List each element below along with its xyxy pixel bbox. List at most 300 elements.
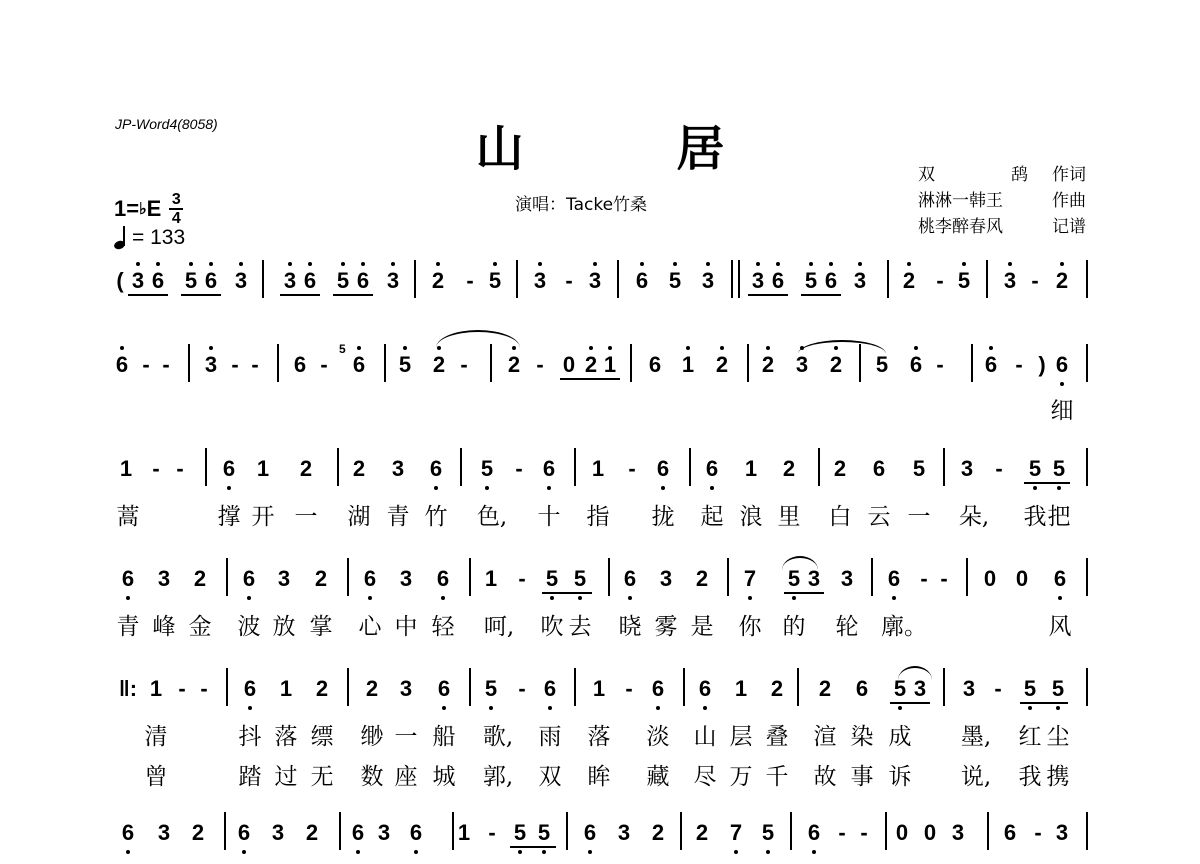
note: 2: [315, 676, 329, 701]
lyric-char-verse2: 事: [850, 764, 874, 790]
note: 0: [983, 566, 997, 591]
beam-underline: [1024, 482, 1070, 484]
octave-dot-low: [628, 596, 632, 600]
lyric-char: 去: [568, 614, 592, 640]
note: 3: [157, 820, 171, 845]
bar-line: [943, 668, 945, 706]
key-note: E: [146, 196, 162, 221]
note: 2: [833, 456, 847, 481]
beam-underline: [181, 294, 221, 296]
octave-dot-low: [242, 850, 246, 854]
lyric-char: 轻: [431, 614, 455, 640]
octave-dot-low: [248, 706, 252, 710]
octave-dot-high: [341, 262, 345, 266]
bar-line: [188, 344, 190, 382]
bar-line: [1086, 558, 1088, 596]
note: 1: [603, 352, 617, 377]
dash-extension: -: [1034, 820, 1042, 845]
note: 6: [243, 676, 257, 701]
lyric-char: 蒿: [116, 504, 140, 530]
octave-dot-high: [156, 262, 160, 266]
octave-dot-low: [1028, 706, 1032, 710]
note: 2: [432, 352, 446, 377]
dash-extension: -: [565, 268, 573, 293]
octave-dot-high: [686, 346, 690, 350]
octave-dot-low: [542, 850, 546, 854]
lyric-char-verse2: 说,: [960, 764, 992, 790]
note: 2: [902, 268, 916, 293]
lyric-char: 十: [537, 504, 561, 530]
dash-extension: -: [936, 352, 944, 377]
lyric-char: 船: [432, 724, 456, 750]
note: 5: [875, 352, 889, 377]
octave-dot-low: [518, 850, 522, 854]
tempo-marking: [114, 226, 185, 250]
note: 6: [409, 820, 423, 845]
lyric-char-verse2: 无: [310, 764, 334, 790]
note: 2: [365, 676, 379, 701]
bar-line: [262, 260, 264, 298]
note: 0: [1015, 566, 1029, 591]
octave-dot-low: [1058, 596, 1062, 600]
note: 5: [787, 566, 801, 591]
lyric-char: 淡: [646, 724, 670, 750]
note: 3: [204, 352, 218, 377]
note: 5: [537, 820, 551, 845]
bar-line: [966, 558, 968, 596]
lyricist-role: 作词: [1052, 165, 1086, 185]
note: 5: [545, 566, 559, 591]
note: 2: [829, 352, 843, 377]
octave-dot-high: [288, 262, 292, 266]
lyric-char: 吹: [540, 614, 564, 640]
lyric-char: 缥: [310, 724, 334, 750]
octave-dot-high: [706, 262, 710, 266]
note: 2: [584, 352, 598, 377]
octave-dot-high: [962, 262, 966, 266]
octave-dot-low: [892, 596, 896, 600]
octave-dot-high: [189, 262, 193, 266]
staff-line: [114, 820, 1088, 864]
beam-underline: [801, 294, 841, 296]
beam-underline: [542, 592, 592, 594]
bar-line: [727, 558, 729, 596]
octave-dot-low: [656, 706, 660, 710]
octave-dot-low: [126, 596, 130, 600]
flat-sign: ♭: [139, 201, 147, 218]
octave-dot-low: [578, 596, 582, 600]
lyric-char: 青: [386, 504, 410, 530]
bar-line: [689, 448, 691, 486]
note: 6: [887, 566, 901, 591]
credits-block: [898, 162, 1086, 240]
bar-line: [943, 448, 945, 486]
lyric-char: 一: [394, 724, 418, 750]
note: 5: [668, 268, 682, 293]
transcriber-credit: [898, 214, 1086, 240]
bar-line: [460, 448, 462, 486]
lyric-char: 放: [272, 614, 296, 640]
dash-extension: -: [178, 676, 186, 701]
lyric-char: 的: [782, 614, 806, 640]
slur-arc: [782, 556, 818, 570]
dash-extension: -: [320, 352, 328, 377]
note: 3: [234, 268, 248, 293]
bar-line: [986, 260, 988, 298]
octave-dot-high: [403, 346, 407, 350]
note: 5: [184, 268, 198, 293]
octave-dot-high: [829, 262, 833, 266]
bar-line: [1086, 448, 1088, 486]
repeat-start-sign: ‖:: [118, 676, 138, 701]
singer-credit: 演唱：Tacke竹桑: [515, 195, 648, 215]
lyricist-name-part: 双: [918, 165, 935, 185]
song-title: 山 居: [475, 121, 793, 177]
dash-extension: -: [200, 676, 208, 701]
note: 6: [872, 456, 886, 481]
lyric-char-verse2: 数: [360, 764, 384, 790]
dash-extension: -: [162, 352, 170, 377]
lyric-char-verse2: 过: [274, 764, 298, 790]
octave-dot-high: [209, 346, 213, 350]
lyric-char: 湖: [347, 504, 371, 530]
octave-dot-high: [589, 346, 593, 350]
lyric-char-verse2: 双: [538, 764, 562, 790]
bar-line: [469, 668, 471, 706]
lyric-char: 一: [294, 504, 318, 530]
composer-credit: [898, 188, 1086, 214]
octave-dot-high: [391, 262, 395, 266]
octave-dot-low: [547, 486, 551, 490]
bar-line: [337, 448, 339, 486]
dash-extension: -: [920, 566, 928, 591]
lyric-char-verse2: 郭,: [482, 764, 514, 790]
bar-line: [469, 558, 471, 596]
octave-dot-high: [308, 262, 312, 266]
note: 2: [305, 820, 319, 845]
note: 2: [1055, 268, 1069, 293]
note: 1: [119, 456, 133, 481]
lyricist-credit: [898, 162, 1086, 188]
beam-underline: [333, 294, 373, 296]
note: 3: [391, 456, 405, 481]
octave-dot-high: [776, 262, 780, 266]
octave-dot-low: [792, 596, 796, 600]
lyric-char: 掌: [309, 614, 333, 640]
bar-line: [384, 344, 386, 382]
note: 6: [542, 456, 556, 481]
note: 6: [635, 268, 649, 293]
staff-line: [114, 566, 1088, 610]
beam-underline: [890, 702, 930, 704]
lyric-char: 波: [237, 614, 261, 640]
lyric-char: 里: [777, 504, 801, 530]
note: 5: [484, 676, 498, 701]
note: 2: [818, 676, 832, 701]
dash-extension: -: [940, 566, 948, 591]
note: 1: [681, 352, 695, 377]
octave-dot-low: [489, 706, 493, 710]
note: 1: [149, 676, 163, 701]
lyric-char: 心: [358, 614, 382, 640]
octave-dot-high: [239, 262, 243, 266]
note: 6: [436, 566, 450, 591]
note: 2: [193, 566, 207, 591]
note: 3: [701, 268, 715, 293]
note: 3: [283, 268, 297, 293]
lyric-char: 歌,: [482, 724, 514, 750]
lyric-char: 落: [587, 724, 611, 750]
note: 0: [895, 820, 909, 845]
lyric-char-verse2: 城: [432, 764, 456, 790]
lyric-char: 抖: [238, 724, 262, 750]
bar-line: [1086, 260, 1088, 298]
bar-line: [277, 344, 279, 382]
note: 6: [651, 676, 665, 701]
note: 6: [151, 268, 165, 293]
note: 6: [115, 352, 129, 377]
beam-underline: [784, 592, 824, 594]
note: 0: [923, 820, 937, 845]
bar-line: [490, 344, 492, 382]
note: 6: [237, 820, 251, 845]
note: 2: [761, 352, 775, 377]
octave-dot-high: [640, 262, 644, 266]
key-prefix: 1=: [114, 196, 140, 221]
octave-dot-low: [898, 706, 902, 710]
octave-dot-high: [608, 346, 612, 350]
note: 1: [744, 456, 758, 481]
lyric-char: 渲: [813, 724, 837, 750]
bar-line: [680, 812, 682, 850]
slur-arc: [798, 340, 886, 354]
bar-line: [226, 558, 228, 596]
beam-underline: [280, 294, 320, 296]
note: 5: [1023, 676, 1037, 701]
beam-underline: [1020, 702, 1068, 704]
lyric-char-verse2: 诉: [888, 764, 912, 790]
lyric-char: 白: [828, 504, 852, 530]
bar-line: [790, 812, 792, 850]
note: 5: [1051, 676, 1065, 701]
octave-dot-high: [756, 262, 760, 266]
transcriber-role: 记谱: [1052, 217, 1086, 237]
octave-dot-high: [907, 262, 911, 266]
octave-dot-high: [120, 346, 124, 350]
octave-dot-low: [247, 596, 251, 600]
beam-underline: [510, 846, 556, 848]
note: 5: [761, 820, 775, 845]
note: 2: [299, 456, 313, 481]
bar-line: [566, 812, 568, 850]
note: 7: [729, 820, 743, 845]
lyric-char: 中: [394, 614, 418, 640]
bar-line: [224, 812, 226, 850]
note: 6: [623, 566, 637, 591]
note: 6: [855, 676, 869, 701]
lyric-char: 尘: [1046, 724, 1070, 750]
lyric-char: 层: [729, 724, 753, 750]
note: 3: [951, 820, 965, 845]
bar-line: [731, 260, 733, 298]
note: 3: [1003, 268, 1017, 293]
lyric-char: 墨,: [960, 724, 992, 750]
octave-dot-low: [126, 850, 130, 854]
staff-line: [114, 456, 1088, 500]
octave-dot-low: [441, 596, 445, 600]
note: 6: [242, 566, 256, 591]
bar-line: [226, 668, 228, 706]
note: 5: [336, 268, 350, 293]
time-denominator: 4: [171, 210, 181, 227]
lyric-char: 朵,: [958, 504, 990, 530]
bar-line: [347, 668, 349, 706]
lyric-char-verse2: 万: [729, 764, 753, 790]
octave-dot-high: [766, 346, 770, 350]
lyric-char: 青: [116, 614, 140, 640]
dash-extension: -: [838, 820, 846, 845]
lyric-char: 竹: [424, 504, 448, 530]
octave-dot-high: [209, 262, 213, 266]
lyric-char: 浪: [739, 504, 763, 530]
note: 3: [588, 268, 602, 293]
note: 2: [507, 352, 521, 377]
lyric-char: 我: [1023, 504, 1047, 530]
lyric-char: 雾: [654, 614, 678, 640]
note: 3: [659, 566, 673, 591]
octave-dot-high: [1060, 262, 1064, 266]
note: 2: [695, 820, 709, 845]
bar-line: [1086, 812, 1088, 850]
octave-dot-low: [434, 486, 438, 490]
lyric-char-verse2: 尽: [693, 764, 717, 790]
bar-line: [971, 344, 973, 382]
dash-extension: -: [152, 456, 160, 481]
octave-dot-high: [493, 262, 497, 266]
lyric-char: 细: [1050, 398, 1074, 424]
note: 3: [853, 268, 867, 293]
note: 6: [909, 352, 923, 377]
octave-dot-low: [548, 706, 552, 710]
staff-line: [114, 268, 1088, 312]
lyric-char: 金: [188, 614, 212, 640]
note: 1: [484, 566, 498, 591]
lyric-char: 清: [144, 724, 168, 750]
dash-extension: -: [518, 566, 526, 591]
note: 2: [695, 566, 709, 591]
note: 6: [824, 268, 838, 293]
note: 6: [656, 456, 670, 481]
note: 1: [734, 676, 748, 701]
octave-dot-high: [989, 346, 993, 350]
lyricist-name: [918, 162, 1028, 188]
note: 3: [960, 456, 974, 481]
bar-line: [630, 344, 632, 382]
note: 6: [303, 268, 317, 293]
bar-line: [885, 812, 887, 850]
bar-line: [347, 558, 349, 596]
note: 6: [984, 352, 998, 377]
note: 3: [751, 268, 765, 293]
note: 3: [795, 352, 809, 377]
octave-dot-low: [356, 850, 360, 854]
bar-line: [452, 812, 454, 850]
note: 2: [715, 352, 729, 377]
bar-line: [205, 448, 207, 486]
note: 6: [1053, 566, 1067, 591]
octave-dot-high: [361, 262, 365, 266]
bar-line: [738, 260, 740, 298]
bar-line: [608, 558, 610, 596]
note: 3: [962, 676, 976, 701]
note: 3: [386, 268, 400, 293]
note: 2: [352, 456, 366, 481]
note: 5: [488, 268, 502, 293]
dash-extension: -: [460, 352, 468, 377]
note: 3: [617, 820, 631, 845]
octave-dot-low: [812, 850, 816, 854]
composer-role: 作曲: [1052, 191, 1086, 211]
note: 6: [351, 820, 365, 845]
dash-extension: -: [625, 676, 633, 701]
staff-line: [114, 676, 1088, 720]
lyric-char: 染: [850, 724, 874, 750]
note: 6: [356, 268, 370, 293]
note: 3: [533, 268, 547, 293]
note: 5: [1028, 456, 1042, 481]
note: 3: [840, 566, 854, 591]
octave-dot-low: [710, 486, 714, 490]
lyric-char: 你: [738, 614, 762, 640]
octave-dot-low: [734, 850, 738, 854]
note: 6: [121, 820, 135, 845]
bar-line: [1086, 344, 1088, 382]
note: 5: [893, 676, 907, 701]
note: 6: [1003, 820, 1017, 845]
bar-line: [871, 558, 873, 596]
bar-line: [797, 668, 799, 706]
octave-dot-low: [588, 850, 592, 854]
lyric-char: 缈: [360, 724, 384, 750]
note: 6: [543, 676, 557, 701]
lyric-char-verse2: 故: [813, 764, 837, 790]
note: 5: [912, 456, 926, 481]
lyric-char: 把: [1047, 504, 1071, 530]
bar-line: [617, 260, 619, 298]
lyric-char-verse2: 座: [394, 764, 418, 790]
note: 6: [437, 676, 451, 701]
dash-extension: -: [860, 820, 868, 845]
grace-note: 5: [339, 342, 346, 356]
dash-extension: -: [176, 456, 184, 481]
lyric-char-verse2: 我: [1018, 764, 1042, 790]
note: 0: [562, 352, 576, 377]
octave-dot-low: [550, 596, 554, 600]
note: 3: [277, 566, 291, 591]
note: 3: [1055, 820, 1069, 845]
octave-dot-low: [227, 486, 231, 490]
note: 2: [314, 566, 328, 591]
slur-arc: [436, 330, 520, 348]
lyric-char: 落: [274, 724, 298, 750]
bar-line: [747, 344, 749, 382]
note: 3: [807, 566, 821, 591]
octave-dot-low: [703, 706, 707, 710]
octave-dot-low: [661, 486, 665, 490]
note: 5: [804, 268, 818, 293]
lyric-char-verse2: 踏: [238, 764, 262, 790]
lyric-char: 撑: [217, 504, 241, 530]
